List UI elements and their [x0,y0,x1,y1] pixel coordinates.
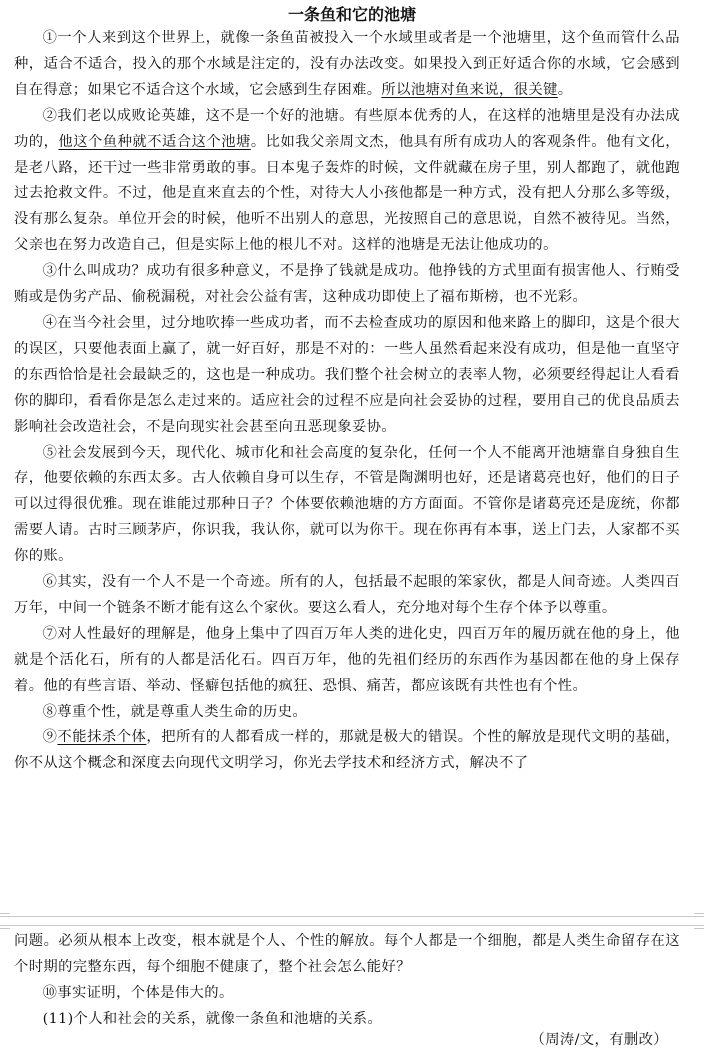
paragraph-2-text: ②我们老以成败论英雄，这不是一个好的池塘。有些原本优秀的人，在这样的池塘里是没有办法成功的， [14,107,680,150]
underlined-sentence-2: 他这个鱼种就不适合这个池塘 [58,133,251,150]
paragraph-3: ③什么叫成功？成功有很多种意义，不是挣了钱就是成功。他挣钱的方式里面有损害他人、行贿受贿或是伪劣产品、偷税漏税，对社会公益有害，这种成功即使上了福布斯榜，也不光彩。 [14,263,680,306]
underlined-sentence-1: 所以池塘对鱼来说，很关键 [381,81,558,98]
paragraph-10: ⑩事实证明，个体是伟大的。 [42,984,234,1001]
paragraph-7: ⑦对人性最好的理解是，他身上集中了四百万年人类的进化史，四百万年的履历就在他的身上，他就是个活化石，所有的人都是活化石。四百万年，他的先祖们经历的东西作为基因都在他的身上保存着。他的有些言语、举动、怪癖包括他的疯狂、恐惧、痛苦，都应该既有共性也有个性。 [14,625,680,694]
paragraph-11: (11)个人和社会的关系，就像一条鱼和池塘的关系。 [42,1010,383,1027]
paragraph-6: ⑥其实，没有一个人不是一个奇迹。所有的人，包括最不起眼的笨家伙，都是人间奇迹。人类四百万年，中间一个链条不断才能有这么个家伙。要这么看人，充分地对每个生存个体予以尊重。 [14,574,680,616]
paragraph-2 [14,104,680,259]
page-break-marker-right [694,913,704,929]
author-byline: （周涛/文，有删改） [530,1032,668,1048]
article-body-page-2 [14,929,680,1033]
paragraph-2-rest: 。比如我父亲周文杰，他具有所有成功人的客观条件。他有文化，是老八路，还干过一些非常勇敢的事。日本鬼子轰炸的时候，文件就藏在房子里，别人都跑了，就他跑过去抢救文件。不过，他是直来直去的个性，对待大人小孩他都是一种方式，没有把人分那么多等级，没有那么复杂。单位开会的时候，他听不出别人的意思，光按照自己的意思说，自然不被待见。当然，父亲也在努力改造自己，但是实际上他的根儿不对。这样的池塘是无法让他成功的。 [14,133,680,254]
paragraph-9-continued: 问题。必须从根本上改变，根本就是个人、个性的解放。每个人都是一个细胞，都是人类生命留存在这个时期的完整东西，每个细胞不健康了，整个社会怎么能好？ [14,933,680,975]
paragraph-9-text: ，把所有的人都看成一样的，那就是极大的错误。个性的解放是现代文明的基础，你不从这个概念和深度去向现代文明学习，你光去学技术和经济方式，解决不了 [14,729,680,772]
article-body-page-1 [14,26,680,777]
paragraph-5: ⑤社会发展到今天，现代化、城市化和社会高度的复杂化，任何一个人不能离开池塘靠自身独自生存，他要依赖的东西太多。古人依赖自身可以生存，不管是陶渊明也好，还是诸葛亮也好，他们的日子可以过得很优雅。现在谁能过那种日子？个体要依赖池塘的方方面面。不管你是诸葛亮还是庞统，你都需要人请。古时三顾茅庐，你识我，我认你，就可以为你干。现在你再有本事，送上门去，人家都不买你的账。 [14,444,680,565]
paragraph-9 [14,725,680,777]
paragraph-8: ⑧尊重个性，就是尊重人类生命的历史。 [42,703,308,720]
paragraph-1-end: 。 [557,81,573,98]
paragraph-4: ④在当今社会里，过分地吹捧一些成功者，而不去检查成功的原因和他来路上的脚印，这是个很大的误区，只要他表面上赢了，就一好百好，那是不对的：一些人虽然看起来没有成功，但是他一直坚守的东西恰恰是社会最缺乏的，这也是一种成功。我们整个社会树立的表率人物，必须要经得起让人看看你的脚印，看看你是怎么走过来的。适应社会的过程不应是向社会妥协的过程，要用自己的优良品质去影响社会改造社会，不是向现实社会甚至向丑恶现象妥协。 [14,314,680,435]
page-break-divider [0,916,704,926]
paragraph-1-text: ①一个人来到这个世界上，就像一条鱼苗被投入一个水域里或者是一个池塘里，这个鱼而管什么品种，适合不适合，投入的那个水域是注定的，没有办法改变。如果投入到正好适合你的水域，它会感到自在得意；如果它不适合这个水域，它会感到生存困难。 [14,30,680,98]
page-break-marker-left [0,913,10,929]
article-title: 一条鱼和它的池塘 [287,5,416,24]
paragraph-9-mark: ⑨ [42,729,58,746]
paragraph-1 [14,26,680,104]
underlined-phrase-9: 不能抹杀个体 [57,729,147,746]
